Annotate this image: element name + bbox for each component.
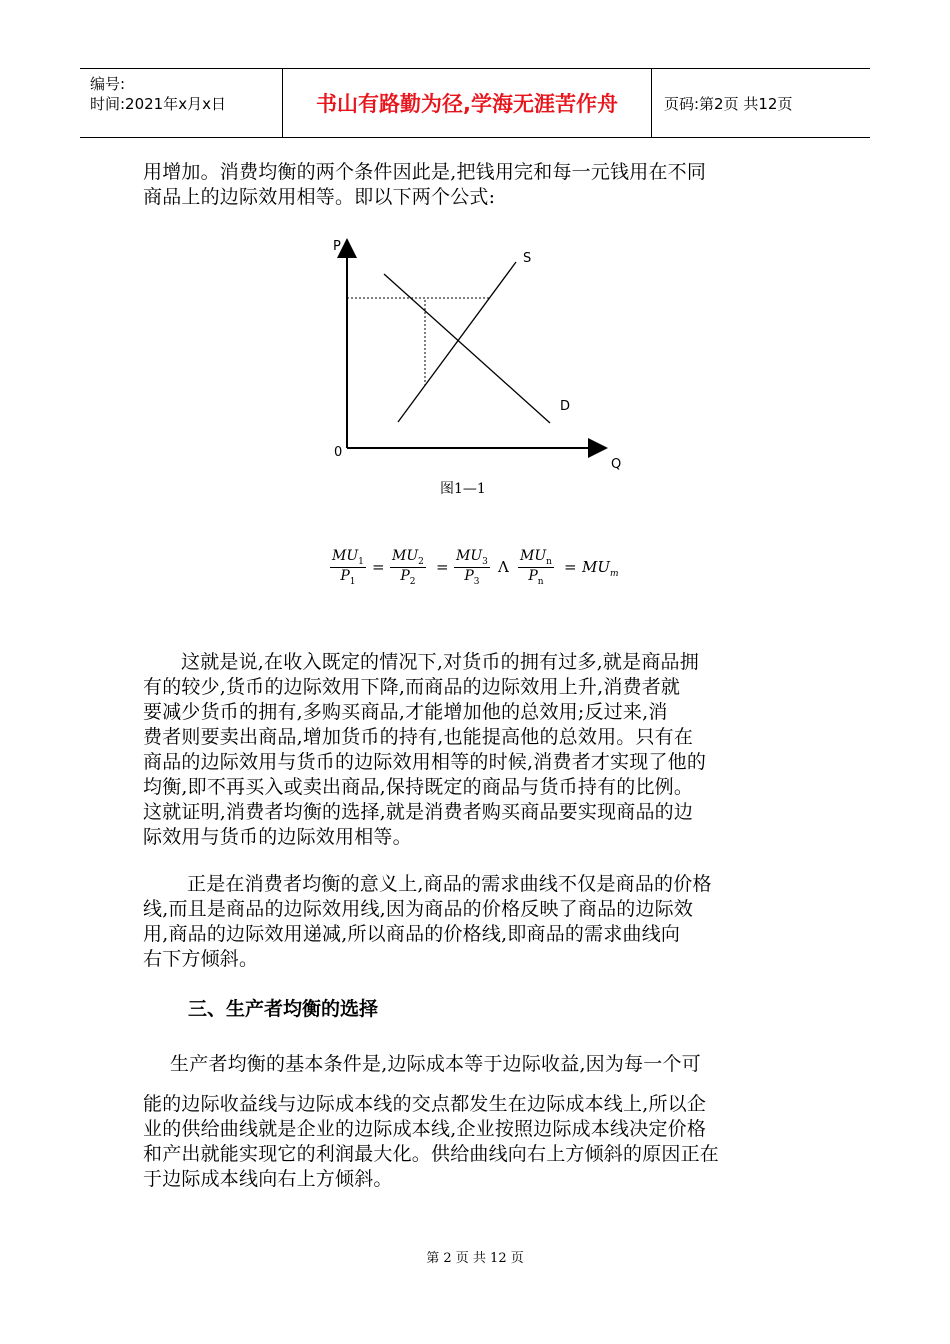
- text-line: 均衡,即不再买入或卖出商品,保持既定的商品与货币持有的比例。: [143, 776, 694, 798]
- demand-label: D: [560, 399, 571, 414]
- text-line: 商品的边际效用与货币的边际效用相等的时候,消费者才实现了他的: [143, 751, 707, 773]
- page-footer: 第 2 页 共 12 页: [426, 1251, 524, 1266]
- paragraph-1: [143, 160, 798, 210]
- header-page-info: 页码:第2页 共12页: [664, 94, 793, 113]
- fraction-n: $MU_n$ $P_n$: [520, 548, 552, 587]
- text-line: 线,而且是商品的边际效用线,因为商品的价格反映了商品的边际效: [143, 898, 694, 920]
- equilibrium-formula: [330, 548, 630, 598]
- paragraph-3: [143, 872, 798, 972]
- figure-caption: 图1—1: [440, 481, 486, 497]
- text-line: 要减少货币的拥有,多购买商品,才能增加他的总效用;反过来,消: [143, 701, 668, 723]
- fraction-2: $\frac{MU_2}{P_2}$: [392, 548, 424, 587]
- equals-sign: =: [436, 558, 449, 576]
- text-line: 商品上的边际效用相等。即以下两个公式:: [143, 186, 496, 208]
- text-line: 于边际成本线向右上方倾斜。: [143, 1168, 393, 1190]
- paragraph-4: [143, 1092, 798, 1192]
- supply-demand-figure: [320, 230, 640, 480]
- origin-label: 0: [334, 445, 343, 460]
- text-line: 这就证明,消费者均衡的选择,就是消费者购买商品要实现商品的边: [143, 801, 694, 823]
- text-line: 用增加。消费均衡的两个条件因此是,把钱用完和每一元钱用在不同: [143, 161, 707, 183]
- text-line: 正是在消费者均衡的意义上,商品的需求曲线不仅是商品的价格: [187, 873, 712, 895]
- money-marginal-utility: $MU_m$: [582, 558, 619, 579]
- equals-sign: =: [372, 558, 385, 576]
- text-line: 费者则要卖出商品,增加货币的持有,也能提高他的总效用。只有在: [143, 726, 694, 748]
- ellipsis: Λ: [498, 558, 509, 576]
- fraction-1: $\frac{MU_1}{P_1}$: [332, 548, 364, 587]
- text-line: 生产者均衡的基本条件是,边际成本等于边际收益,因为每一个可: [170, 1053, 701, 1075]
- text-line: 和产出就能实现它的利润最大化。供给曲线向右上方倾斜的原因正在: [143, 1143, 720, 1165]
- text-line: 际效用与货币的边际效用相等。: [143, 826, 412, 848]
- equals-sign: =: [564, 558, 577, 576]
- paragraph-2: [143, 650, 798, 850]
- text-line: 这就是说,在收入既定的情况下,对货币的拥有过多,就是商品拥: [181, 651, 699, 673]
- fraction-3: $\frac{MU_3}{P_3}$: [456, 548, 488, 587]
- section-heading: 三、生产者均衡的选择: [188, 998, 379, 1020]
- text-line: 用,商品的边际效用递减,所以商品的价格线,即商品的需求曲线向: [143, 923, 681, 945]
- text-line: 有的较少,货币的边际效用下降,而商品的边际效用上升,消费者就: [143, 676, 681, 698]
- number-label: 编号:: [90, 75, 126, 93]
- supply-label: S: [523, 251, 532, 266]
- text-line: 业的供给曲线就是企业的边际成本线,企业按照边际成本线决定价格: [143, 1118, 707, 1140]
- demand-line: [384, 274, 550, 423]
- y-axis-label: P: [333, 239, 341, 254]
- header-meta-cell: [80, 69, 283, 137]
- document-header: [80, 68, 870, 138]
- time-label: 时间:2021年x月x日: [90, 95, 226, 113]
- text-line: 能的边际收益线与边际成本线的交点都发生在边际成本线上,所以企: [143, 1093, 707, 1115]
- paragraph-4-first-line: [170, 1052, 825, 1077]
- text-line: 右下方倾斜。: [143, 948, 259, 970]
- x-axis-label: Q: [611, 457, 622, 472]
- supply-line: [398, 262, 516, 422]
- header-motto: 书山有路勤为径,学海无涯苦作舟: [283, 69, 652, 137]
